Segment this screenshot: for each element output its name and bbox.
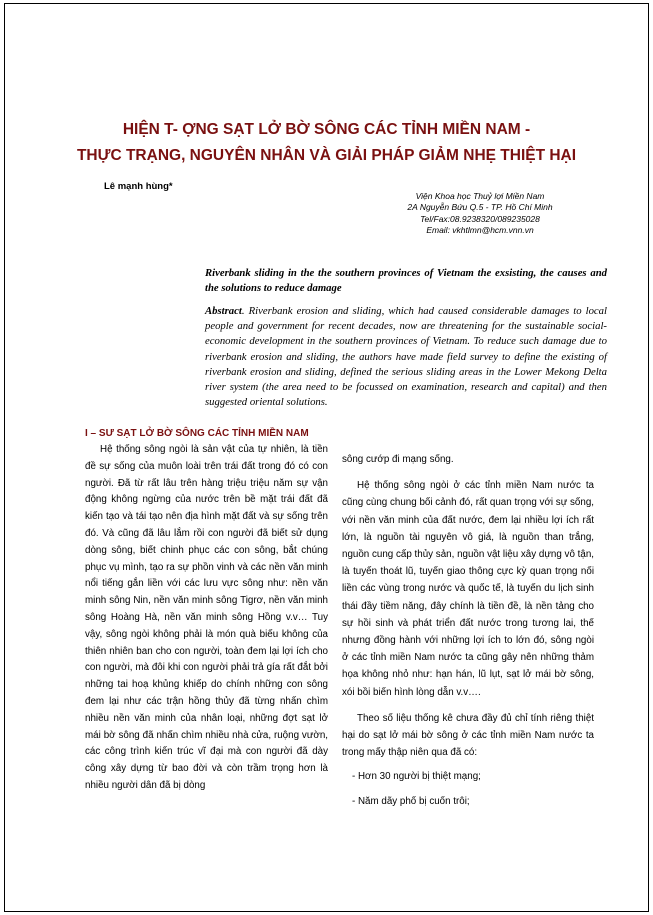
affiliation-phone: Tel/Fax:08.9238320/089235028 — [420, 213, 540, 224]
body-column-right — [342, 451, 594, 810]
affiliation-address: 2A Nguyễn Bứu Q.5 - TP. Hồ Chí Minh — [407, 202, 553, 213]
abstract — [205, 304, 607, 410]
english-title: Riverbank sliding in the the southern provinces of Vietnam the exsisting, the causes and the solutions to reduce damage — [205, 267, 607, 294]
section-paragraph-3: Theo số liệu thống kê chưa đầy đủ chỉ tính riêng thiệt hại do sạt lở mái bờ sông ở các tỉnh miền Nam nước ta trong mấy thập niên qua đã có: — [342, 712, 594, 759]
section-heading: I – SƯ SẠT LỞ BỜ SÔNG CÁC TỈNH MIỀN NAM — [85, 428, 309, 439]
abstract-text: . Riverbank erosion and sliding, which had caused considerable damages to local people and government for recent decades, now are threatening for the sustainable social-economic development in the southern provinces of Vietnam. To reduce such damage due to riverbank erosion and sliding, the authors have made field survey to define the existing of riverbank erosion and sliding, defined the serious sliding areas in the Lower Mekong Delta river system (the area need to be focussed on examination, research and capital) and then suggested oriental solutions. — [205, 305, 607, 409]
affiliation-block — [360, 191, 600, 237]
paper-title-line-2: THỰC TRẠNG, NGUYÊN NHÂN VÀ GIẢI PHÁP GIẢM NHẸ THIỆT HẠI — [76, 147, 577, 164]
section-paragraph-1: Hệ thống sông ngòi là sản vật của tự nhiên, là tiền đề sự sống của muôn loài trên trái đất trong đó có con người. Đã từ rất lâu trên hàng triệu triệu năm sự vận động không ngừng của nước trên bề mặt trái đất đã kiến tạo và tái tạo nên địa hình mặt đất và sự sống trên đó. Và cũng đã lâu lắm rồi con người đã biết sử dụng dòng sông, biết chinh phục các con sông, bắt chúng phục vụ mình, tạo ra sự phồn vinh và các nền văn minh nổi tiếng gắn liền với các lưu vực sông như: nền văn minh sông Nin, nền văn minh sông Tigrơ, nền văn minh sông Hoàng Hà, nền văn minh sông Hồng v.v… Tuy vậy, sông ngòi không phải là món quà biếu không của thiên nhiên ban cho con người, toàn đem lại lợi ích cho con người, mà đôi khi con người phải trả gía rất đắt bởi những tai hoạ khủng khiếp do chính những con sông đem lại như các trận hồng thủy đã từng nhấn chìm nhiều nền văn minh của nhân loại, những đợt sạt lở mái bờ sông đã nhấn chìm nhiều nhà cửa, ruộng vườn, các công trình kiến trúc vĩ đại mà con người đã dày công xây dựng từ bao đời và còn trầm trọng hơn là nhiều người dân đã bị dòng — [85, 444, 328, 791]
paper-title-line-1: HIỆN T- ỢNG SẠT LỞ BỜ SÔNG CÁC TỈNH MIỀN NAM - — [122, 121, 531, 138]
author-name: Lê mạnh hùng* — [104, 181, 173, 192]
abstract-label: Abstract — [205, 305, 242, 317]
affiliation-email: Email: vkhtlmn@hcm.vnn.vn — [426, 225, 534, 236]
list-item: - Hơn 30 người bị thiệt mạng; — [352, 771, 481, 783]
section-paragraph-2: Hệ thống sông ngòi ở các tỉnh miền Nam nước ta cũng cùng chung bối cảnh đó, rất quan trọng với sự sống, với nền văn minh của đất nước, đem lại nhiều lợi ích rất lớn, là nguồn tài nguyên vô giá, là nguồn than trắng, nguồn cung cấp thủy sản, nguồn vật liệu xây dựng vô tận, là tuyến thoát lũ, tuyến giao thông cực kỳ quan trọng nối liền các vùng trong nước và quốc tế, là tuyến du lịch sinh thái đầy tiềm năng, đây chính là tiền đề, là nền tảng cho sự hồi sinh và phát triển đất nước trong tương lai, thế nhưng đồng hành với những lợi ích to lớn đó, sông ngòi ở các tỉnh miền Nam nước ta cũng gây nên những thảm họa không nhỏ như: hạn hán, lũ lụt, sạt lở mái bờ sông, xói bồi biến hình lòng dẫn v.v…. — [342, 480, 594, 698]
section-paragraph-1-continued: sông cướp đi mạng sống. — [342, 454, 454, 465]
affiliation-institute: Viện Khoa học Thuỷ lợi Miền Nam — [415, 191, 545, 201]
list-item: - Năm dãy phố bị cuốn trôi; — [352, 795, 470, 807]
body-column-left — [85, 426, 328, 795]
